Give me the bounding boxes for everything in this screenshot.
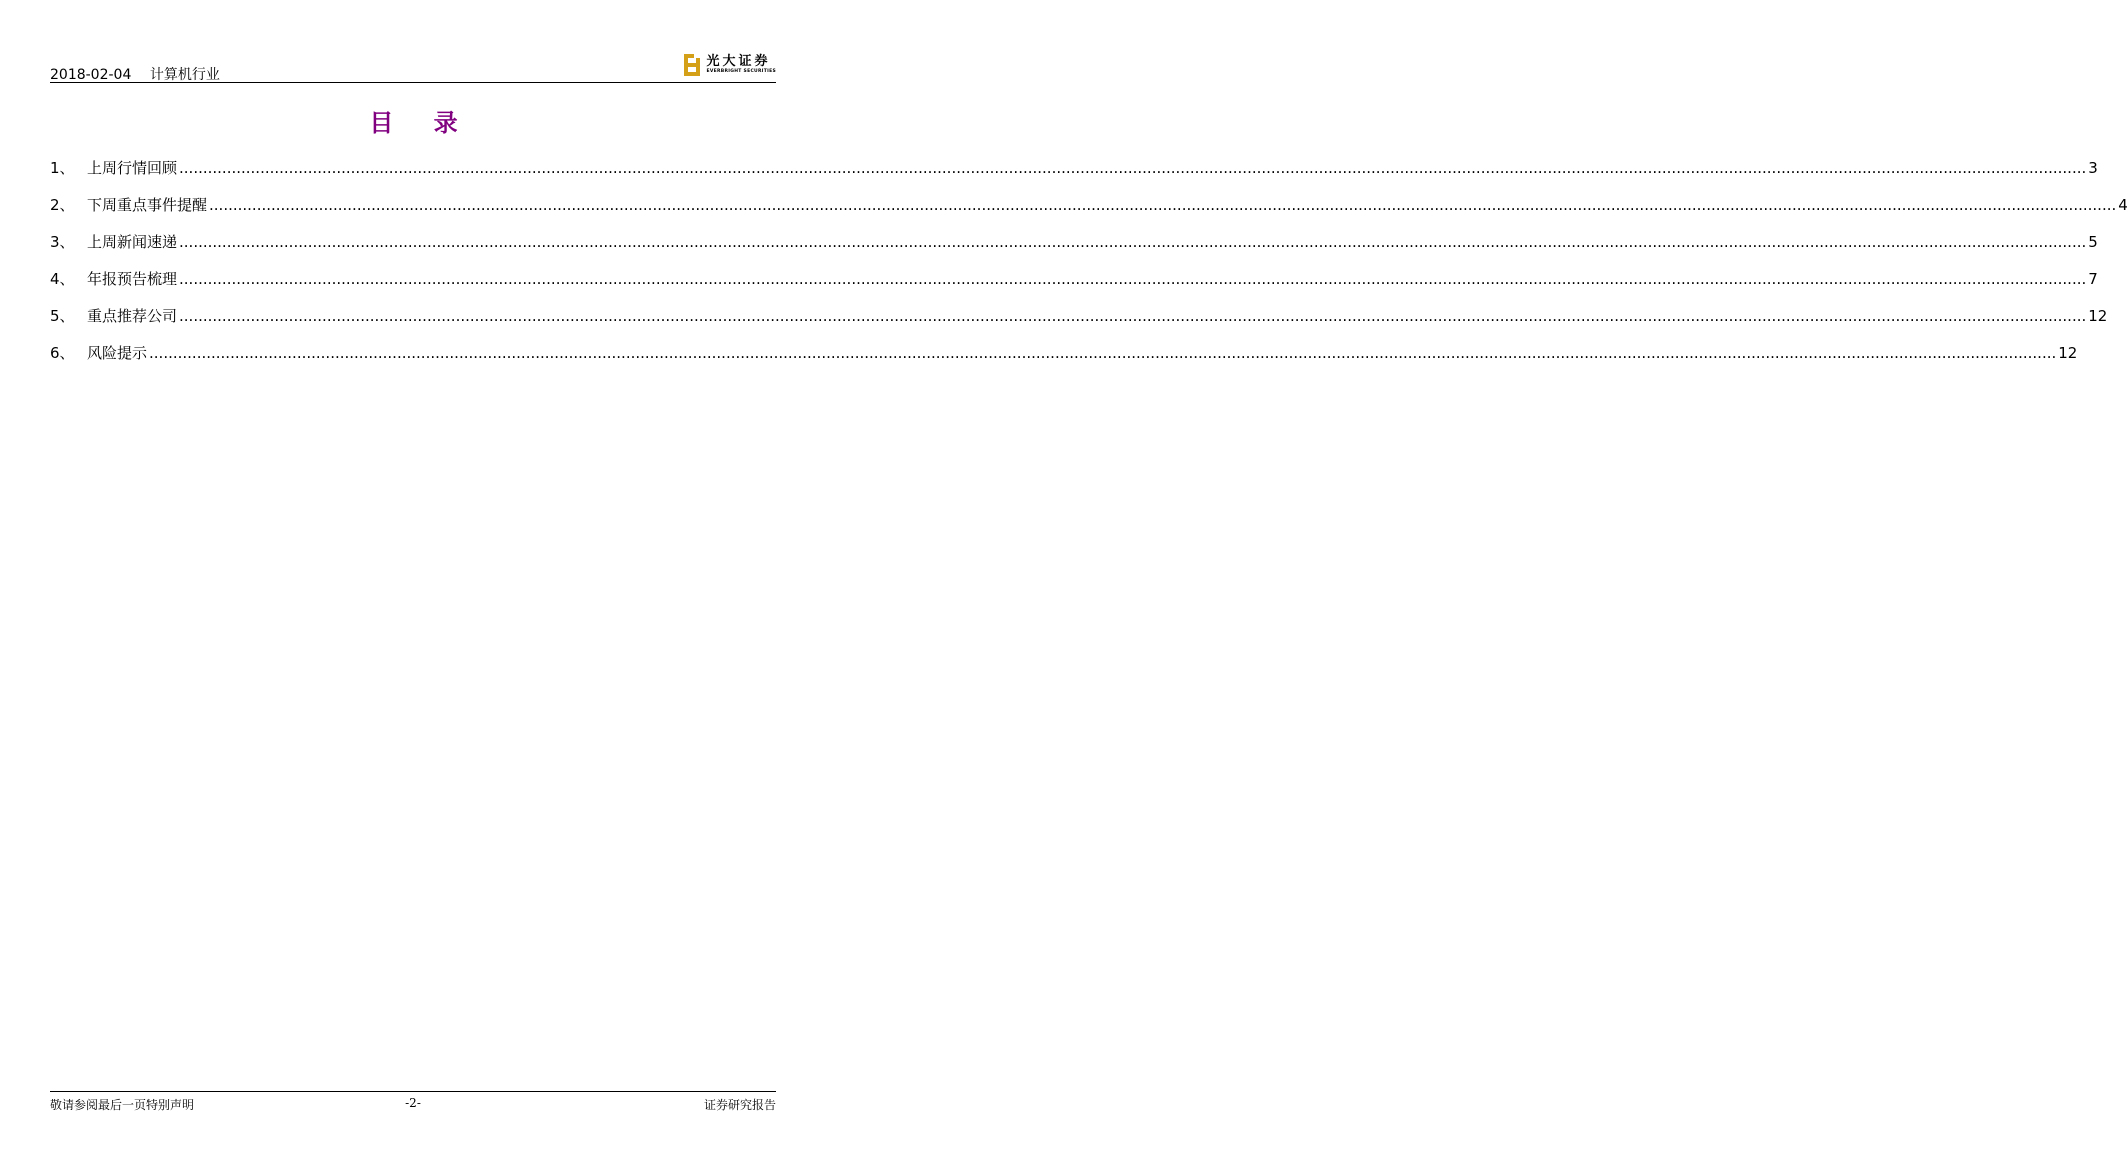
page-header <box>50 54 776 83</box>
toc-entry[interactable] <box>50 305 2108 342</box>
toc-entry-number: 1、 <box>50 159 75 177</box>
toc-entry-number: 6、 <box>50 344 75 362</box>
everbright-logo-icon <box>684 54 700 76</box>
toc-entry-label[interactable]: 下周重点事件提醒 <box>87 196 208 214</box>
toc-leader-dots: ................................................................................................................................................................................................................................................................................................................................................................................................................ <box>179 307 2087 325</box>
toc-title: 目 录 <box>369 108 474 137</box>
toc-entry[interactable] <box>50 231 2098 268</box>
toc-entry[interactable] <box>50 194 2128 231</box>
footer-divider <box>50 1091 776 1092</box>
toc-entry-page[interactable]: 12 <box>2088 307 2108 325</box>
logo-english-name: EVERBRIGHT SECURITIES <box>706 69 776 74</box>
toc-entry[interactable] <box>50 157 2098 194</box>
toc-entry-label[interactable]: 风险提示 <box>87 344 148 362</box>
toc-leader-dots: ................................................................................................................................................................................................................................................................................................................................................................................................................ <box>149 344 2057 362</box>
toc-entry[interactable] <box>50 268 2098 305</box>
toc-entry-number: 5、 <box>50 307 75 325</box>
toc-leader-dots: ................................................................................................................................................................................................................................................................................................................................................................................................................ <box>179 159 2087 177</box>
toc-entry-label[interactable]: 年报预告梳理 <box>87 270 178 288</box>
footer-disclaimer: 敬请参阅最后一页特别声明 <box>50 1098 195 1112</box>
toc-entry-page[interactable]: 12 <box>2058 344 2078 362</box>
toc-entry-page[interactable]: 5 <box>2088 233 2098 251</box>
toc-entry-label[interactable]: 上周新闻速递 <box>87 233 178 251</box>
toc-entry-number: 2、 <box>50 196 75 214</box>
page-footer <box>50 1096 776 1112</box>
header-text <box>50 64 220 84</box>
toc-entry-number: 3、 <box>50 233 75 251</box>
toc-entry-page[interactable]: 4 <box>2118 196 2128 214</box>
header-divider <box>50 82 776 83</box>
industry-name: 计算机行业 <box>149 67 220 83</box>
toc-leader-dots: ................................................................................................................................................................................................................................................................................................................................................................................................................ <box>179 233 2087 251</box>
footer-page-number: -2- <box>405 1096 421 1110</box>
toc-entry-label[interactable]: 重点推荐公司 <box>87 307 178 325</box>
toc-entry-page[interactable]: 3 <box>2088 159 2098 177</box>
toc-entry[interactable] <box>50 342 2078 379</box>
logo-chinese-name: 光大证券 <box>706 54 771 69</box>
toc-entry-label[interactable]: 上周行情回顾 <box>87 159 178 177</box>
footer-report-type: 证券研究报告 <box>703 1098 776 1112</box>
company-logo <box>684 52 776 78</box>
table-of-contents <box>50 157 2128 379</box>
toc-leader-dots: ................................................................................................................................................................................................................................................................................................................................................................................................................ <box>209 196 2117 214</box>
toc-entry-number: 4、 <box>50 270 75 288</box>
toc-leader-dots: ................................................................................................................................................................................................................................................................................................................................................................................................................ <box>179 270 2087 288</box>
report-date: 2018-02-04 <box>50 67 132 83</box>
toc-entry-page[interactable]: 7 <box>2088 270 2098 288</box>
